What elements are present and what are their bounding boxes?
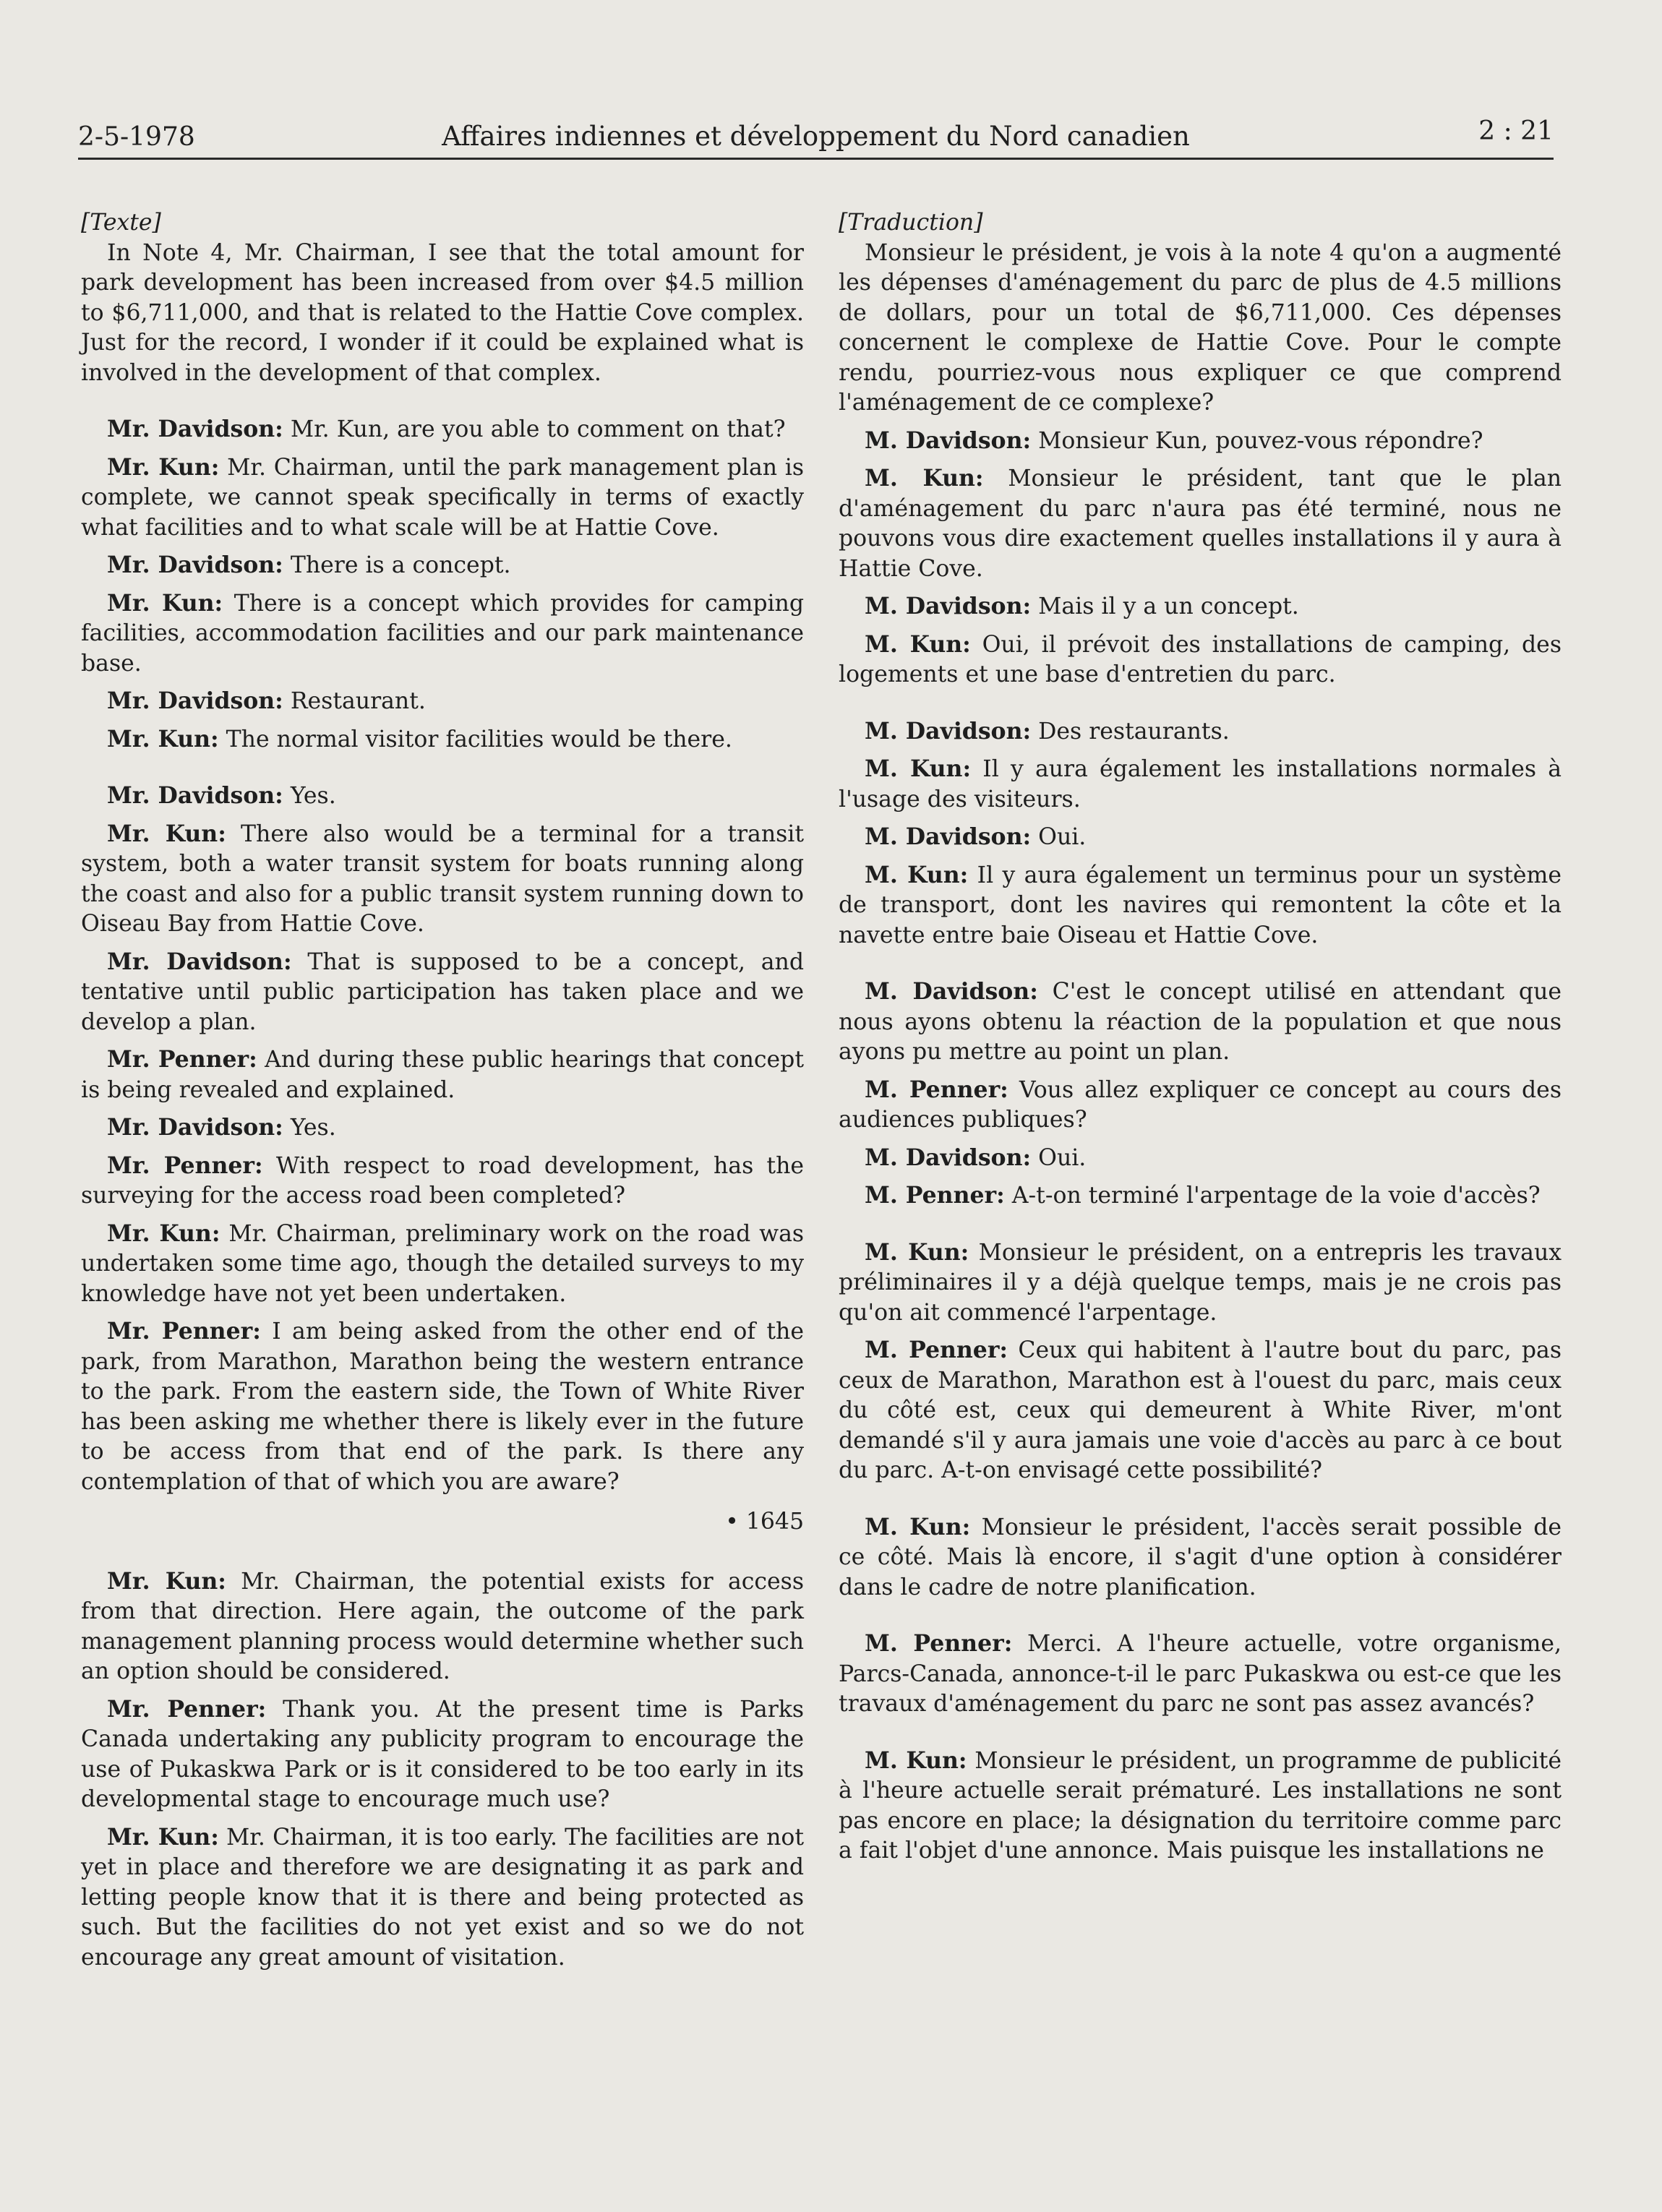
transcript-paragraph (839, 1180, 1562, 1212)
speaker-name: Mr. Davidson: (107, 687, 283, 714)
speaker-name: Mr. Kun: (107, 820, 226, 847)
paragraph-text: Thank you. At the present time is Parks Canada undertaking any publicity program to encourage the use of Pukaskwa Park or is it considered to be too early in its developmental stage to encourage much use? (81, 1696, 805, 1812)
speaker-name: M. Davidson: (865, 593, 1032, 620)
english-column (81, 208, 804, 1980)
paragraph-text: Merci. A l'heure actuelle, votre organisme, Parcs-Canada, annonce-t-il le parc Pukaskwa ou est-ce que les travaux d'aménagement du parc ne sont pas assez avancés? (839, 1631, 1562, 1717)
speaker-name: M. Kun: (865, 1513, 971, 1540)
paragraph-text: Il y aura également un terminus pour un système de transport, dont les navires qui remontent la côte et la navette entre baie Oiseau et Hattie Cove. (839, 862, 1562, 948)
transcript-paragraph (81, 1151, 804, 1212)
paragraph-text: Restaurant. (290, 688, 426, 714)
speaker-name: Mr. Penner: (107, 1695, 267, 1723)
french-column (839, 208, 1562, 1874)
paragraph-text: The normal visitor facilities would be there. (226, 726, 732, 753)
transcript-paragraph (839, 630, 1562, 690)
speaker-name: Mr. Davidson: (107, 552, 283, 578)
transcript-paragraph (81, 1113, 804, 1144)
paragraph-text: Monsieur le président, je vois à la note 4 qu'on a augmenté les dépenses d'aménagement du parc de plus de 4.5 millions de dollars, pour un total de $6,711,000. Ces dépenses concernent le complexe de Hattie Cove. Pour le compte rendu, pourriez-vous nous expliquer ce que comprend l'aménagement de ce complexe? (839, 239, 1562, 416)
speaker-name: M. Kun: (865, 1238, 969, 1266)
speaker-name: Mr. Kun: (107, 453, 220, 481)
paragraph-text: Mr. Chairman, the potential exists for access from that direction. Here again, the outcome of the park management planning process would determine whether such an option should be considered. (81, 1568, 805, 1684)
speaker-name: Mr. Penner: (107, 1046, 257, 1073)
paragraph-text: Mais il y a un concept. (1038, 593, 1299, 620)
transcript-paragraph (839, 463, 1562, 584)
speaker-name: M. Davidson: (865, 823, 1032, 850)
transcript-paragraph (839, 1335, 1562, 1486)
transcript-paragraph (81, 588, 804, 680)
header-title: Affaires indiennes et développement du Nord canadien (442, 121, 1190, 152)
paragraph-text: C'est le concept utilisé en attendant que nous ayons obtenu la réaction de la population et que nous ayons pu mettre au point un plan. (839, 979, 1562, 1065)
transcript-paragraph (81, 1566, 804, 1687)
transcript-paragraph (81, 947, 804, 1038)
paragraph-text: Monsieur le président, l'accès serait possible de ce côté. Mais là encore, il s'agit d'une option à considérer dans le cadre de notre planification. (839, 1514, 1562, 1600)
paragraph-text: I am being asked from the other end of the park, from Marathon, Marathon being the western entrance to the park. From the eastern side, the Town of White River has been asking me whether there is likely ever in the future to be access from that end of the park. Is there any contemplation of that of which you are aware? (81, 1319, 804, 1495)
paragraph-text: Monsieur Kun, pouvez-vous répondre? (1038, 427, 1483, 454)
speaker-name: M. Davidson: (865, 717, 1032, 745)
transcript-paragraph (81, 453, 804, 544)
transcript-paragraph (839, 1143, 1562, 1174)
paragraph-text: Oui. (1038, 1144, 1087, 1171)
timestamp-marker: • 1645 (725, 1509, 804, 1535)
paragraph-text: Monsieur le président, un programme de publicité à l'heure actuelle serait prématuré. Les installations ne sont pas encore en place; la désignation du territoire comme parc a fait l'objet d'une annonce. Mais puisque les installations ne (839, 1747, 1562, 1864)
transcript-paragraph (81, 550, 804, 581)
transcript-paragraph (81, 1694, 804, 1815)
speaker-name: M. Kun: (865, 755, 972, 782)
speaker-name: Mr. Kun: (107, 589, 223, 617)
transcript-paragraph (839, 1746, 1562, 1866)
transcript-paragraph (81, 1045, 804, 1105)
speaker-name: M. Davidson: (865, 1144, 1032, 1171)
paragraph-text: A-t-on terminé l'arpentage de la voie d'accès? (1011, 1183, 1541, 1209)
paragraph-text: Monsieur le président, on a entrepris les travaux préliminaires il y a déjà quelque temps, mais je ne crois pas qu'on ait commencé l'arpentage. (839, 1239, 1562, 1326)
paragraph-text: Monsieur le président, tant que le plan d'aménagement du parc n'aura pas été terminé, nous ne pouvons vous dire exactement quelles installations il y aura à Hattie Cove. (839, 466, 1562, 582)
transcript-paragraph (839, 1238, 1562, 1329)
transcript-paragraph (839, 591, 1562, 622)
transcript-paragraph (839, 977, 1562, 1068)
transcript-paragraph (839, 1629, 1562, 1720)
transcript-paragraph (839, 860, 1562, 951)
speaker-name: Mr. Penner: (107, 1318, 261, 1345)
paragraph-text: Yes. (290, 783, 336, 809)
speaker-name: Mr. Kun: (107, 1567, 226, 1595)
speaker-name: Mr. Davidson: (107, 782, 283, 809)
language-label: [Traduction] (839, 210, 983, 236)
page-header (78, 116, 1554, 160)
speaker-name: M. Kun: (865, 630, 971, 658)
transcript-paragraph (81, 1822, 804, 1973)
speaker-name: Mr. Kun: (107, 1823, 219, 1851)
paragraph-text: Il y aura également les installations normales à l'usage des visiteurs. (839, 756, 1562, 813)
paragraph-text: Vous allez expliquer ce concept au cours des audiences publiques? (839, 1076, 1562, 1133)
transcript-paragraph (81, 686, 804, 717)
paragraph-text: There is a concept which provides for camping facilities, accommodation facilities and our park maintenance base. (81, 590, 805, 677)
paragraph-text: And during these public hearings that concept is being revealed and explained. (81, 1047, 804, 1103)
speaker-name: Mr. Penner: (107, 1152, 263, 1179)
paragraph-text: That is supposed to be a concept, and tentative until public participation has taken place and we develop a plan. (81, 948, 804, 1035)
paragraph-text: Des restaurants. (1038, 718, 1230, 745)
page-number: 2 : 21 (1478, 116, 1554, 146)
transcript-paragraph (81, 1219, 804, 1310)
speaker-name: M. Penner: (865, 1630, 1013, 1657)
transcript-paragraph (81, 819, 804, 940)
speaker-name: Mr. Davidson: (107, 416, 283, 442)
paragraph-text: Oui, il prévoit des installations de camping, des logements et une base d'entretien du parc. (839, 631, 1562, 687)
paragraph-text: With respect to road development, has the surveying for the access road been completed? (81, 1152, 805, 1209)
transcript-paragraph (81, 724, 804, 755)
paragraph-text: Mr. Chairman, it is too early. The facilities are not yet in place and therefore we are designating it as park and letting people know that it is there and being protected as such. But the facilities do not yet exist and so we do not encourage any great amount of visitation. (81, 1824, 804, 1971)
transcript-paragraph (81, 781, 804, 812)
transcript-paragraph (81, 1316, 804, 1497)
paragraph-text: There also would be a terminal for a transit system, both a water transit system for boats running along the coast and also for a public transit system running down to Oiseau Bay from Hattie Cove. (81, 820, 804, 937)
paragraph-text: Yes. (290, 1115, 336, 1141)
speaker-name: M. Penner: (865, 1076, 1008, 1103)
transcript-paragraph (839, 426, 1562, 457)
paragraph-text: Mr. Chairman, until the park management plan is complete, we cannot speak specifically in terms of exactly what facilities and to what scale will be at Hattie Cove. (81, 454, 805, 541)
speaker-name: M. Kun: (865, 861, 969, 888)
speaker-name: M. Penner: (865, 1337, 1008, 1363)
paragraph-text: There is a concept. (290, 552, 511, 578)
speaker-name: Mr. Kun: (107, 725, 219, 753)
speaker-name: M. Penner: (865, 1182, 1005, 1209)
paragraph-text: Oui. (1038, 824, 1087, 850)
paragraph-text: Mr. Kun, are you able to comment on that? (290, 416, 786, 442)
transcript-paragraph (839, 822, 1562, 853)
speaker-name: M. Kun: (865, 1746, 967, 1774)
speaker-name: M. Kun: (865, 465, 984, 492)
paragraph-text: Ceux qui habitent à l'autre bout du parc, pas ceux de Marathon, Marathon est à l'ouest du parc, mais ceux du côté est, ceux qui demeurent à White River, m'ont demandé s'il y aura jamais une voie d'accès au parc à ce bout du parc. A-t-on envisagé cette possibilité? (839, 1337, 1562, 1483)
paragraph-text: Mr. Chairman, preliminary work on the road was undertaken some time ago, though the detailed surveys to my knowledge have not yet been undertaken. (81, 1220, 805, 1307)
transcript-paragraph (81, 414, 804, 445)
transcript-paragraph (839, 716, 1562, 747)
transcript-paragraph (839, 754, 1562, 815)
speaker-name: Mr. Davidson: (107, 1114, 283, 1141)
speaker-name: M. Davidson: (865, 426, 1032, 454)
transcript-paragraph (81, 239, 804, 389)
speaker-name: Mr. Davidson: (107, 948, 292, 975)
language-label: [Texte] (81, 210, 161, 236)
transcript-paragraph (839, 1512, 1562, 1603)
speaker-name: M. Davidson: (865, 978, 1038, 1005)
transcript-paragraph (839, 239, 1562, 419)
paragraph-text: In Note 4, Mr. Chairman, I see that the total amount for park development has been increased from over $4.5 million to $6,711,000, and that is related to the Hattie Cove complex. Just for the record, I wonder if it could be explained what is involved in the development of that complex. (81, 239, 804, 386)
speaker-name: Mr. Kun: (107, 1219, 220, 1247)
header-date: 2-5-1978 (78, 122, 195, 152)
transcript-paragraph (839, 1075, 1562, 1136)
